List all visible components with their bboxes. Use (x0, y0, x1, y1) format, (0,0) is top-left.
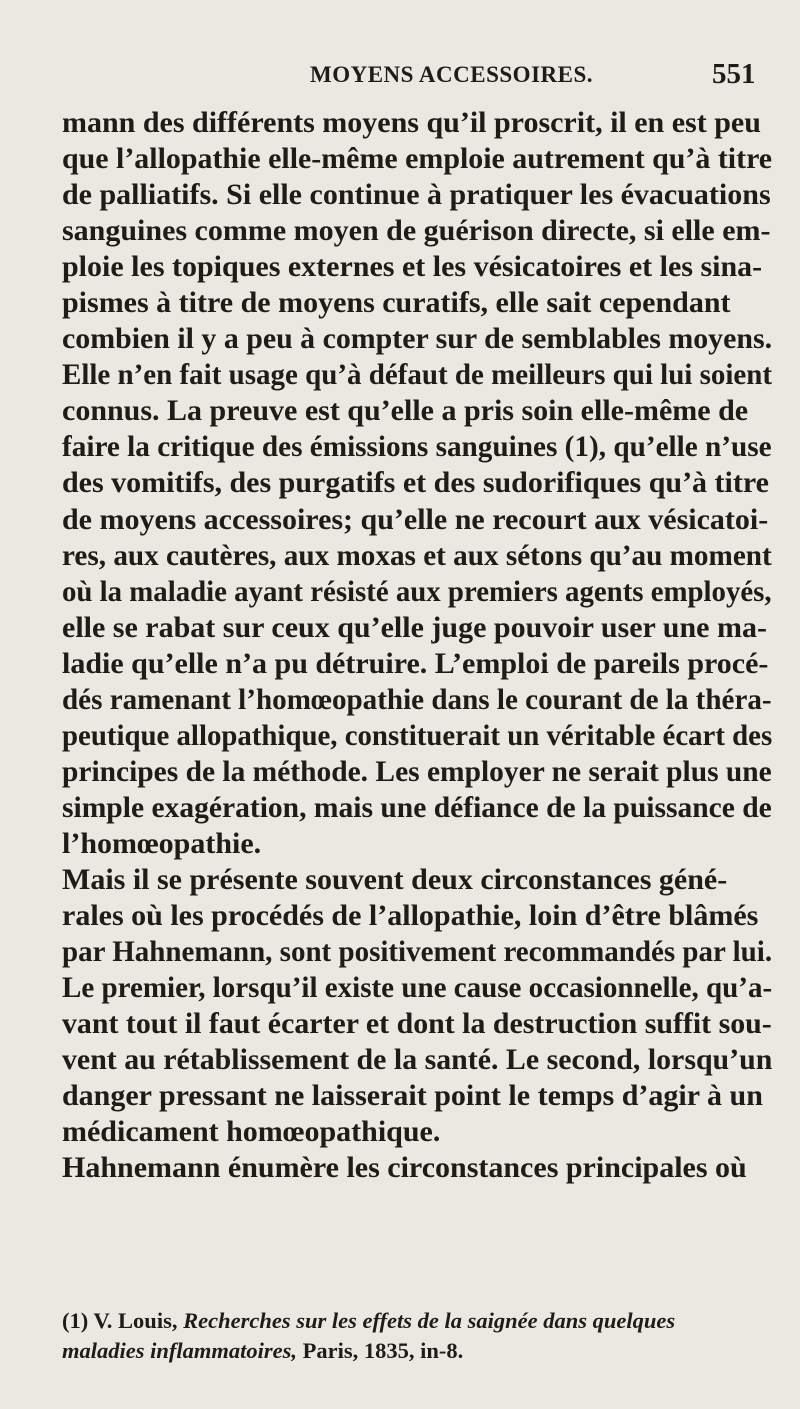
text-line: que l’allopathie elle-même emploie autrement qu’à titre (62, 142, 773, 176)
text-line: ploie les topiques externes et les vésicatoires et les sina- (62, 250, 763, 284)
text-line: rales où les procédés de l’allopathie, loin d’être blâmés (62, 899, 759, 933)
running-head: MOYENS ACCESSOIRES. (310, 62, 594, 87)
text-line: Mais il se présente souvent deux circonstances géné- (62, 862, 728, 896)
text-line: médicament homœopathique. (62, 1115, 441, 1149)
text-line: dés ramenant l’homœopathie dans le courant de la théra- (62, 682, 772, 716)
page-header (0, 58, 800, 102)
text-line: l’homœopathie. (62, 826, 262, 860)
text-line: simple exagération, mais une défiance de la puissance de (62, 790, 772, 824)
body-text (62, 105, 772, 1186)
text-line: Elle n’en fait usage qu’à défaut de meilleurs qui lui soient (62, 358, 773, 392)
text-line: principes de la méthode. Les employer ne serait plus une (62, 754, 772, 788)
text-line: Le premier, lorsqu’il existe une cause occasionnelle, qu’a- (62, 971, 773, 1005)
text-line: connus. La preuve est qu’elle a pris soin elle-même de (62, 394, 749, 428)
text-line: peutique allopathique, constituerait un véritable écart des (62, 718, 773, 752)
text-line: par Hahnemann, sont positivement recommandés par lui. (62, 935, 773, 969)
page-number: 551 (712, 58, 756, 90)
text-line: sanguines comme moyen de guérison directe, si elle em- (62, 214, 771, 248)
text-line: faire la critique des émissions sanguines (1), qu’elle n’use (62, 430, 772, 464)
text-line: de palliatifs. Si elle continue à pratiquer les évacuations (62, 178, 771, 212)
text-line: res, aux cautères, aux moxas et aux sétons qu’au moment (62, 538, 772, 572)
text-line: vent au rétablissement de la santé. Le second, lorsqu’un (62, 1043, 773, 1077)
footnote-ref: (1) V. Louis, (62, 1308, 184, 1333)
text-line: elle se rabat sur ceux qu’elle juge pouvoir user une ma- (62, 610, 767, 644)
text-line: de moyens accessoires; qu’elle ne recourt aux vésicatoi- (62, 502, 769, 536)
text-line: mann des différents moyens qu’il proscrit, il en est peu (62, 106, 761, 139)
footnote (62, 1306, 772, 1366)
text-line: combien il y a peu à compter sur de semblables moyens. (62, 322, 773, 356)
text-line: où la maladie ayant résisté aux premiers agents employés, (62, 574, 772, 608)
text-line: vant tout il faut écarter et dont la destruction suffit sou- (62, 1007, 772, 1041)
footnote-title-continued: maladies inflammatoires, (62, 1338, 298, 1363)
text-line: des vomitifs, des purgatifs et des sudorifiques qu’à titre (62, 466, 769, 500)
footnote-title: Recherches sur les effets de la saignée dans quelques (183, 1308, 676, 1333)
footnote-line (62, 1336, 772, 1366)
text-line: Hahnemann énumère les circonstances principales où (62, 1151, 747, 1185)
footnote-line (62, 1306, 772, 1336)
text-line: pismes à titre de moyens curatifs, elle sait cependant (62, 286, 731, 320)
text-line: danger pressant ne laisserait point le temps d’agir à un (62, 1079, 763, 1113)
text-line: ladie qu’elle n’a pu détruire. L’emploi de pareils procé- (62, 646, 769, 680)
footnote-publication: Paris, 1835, in-8. (297, 1338, 464, 1363)
